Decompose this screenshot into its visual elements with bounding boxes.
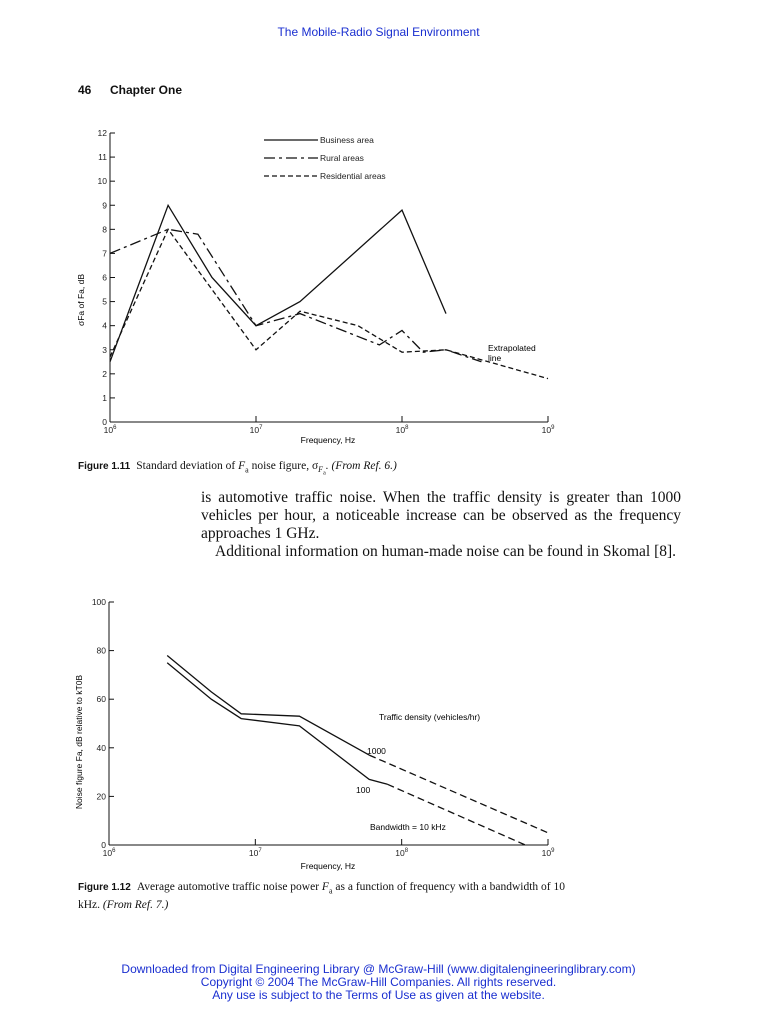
chart2-series [167,656,548,846]
chart1-y-ticks [98,128,115,427]
chart1-annotation-extrapolated: Extrapolated [488,343,536,353]
y-tick-label: 1 [102,392,107,403]
legend-label: Rural areas [320,153,364,163]
chart1-x-axis-label: Frequency, Hz [300,435,356,445]
y-tick-label: 8 [102,224,107,235]
footer-line-1[interactable]: Downloaded from Digital Engineering Library @ McGraw-Hill (www.digitalengineeringlibrary.com) [121,962,636,976]
series-line-2 [110,229,481,361]
y-tick-label: 9 [102,200,107,211]
y-tick-label: 4 [102,320,107,331]
caption2-variable: F [321,881,329,893]
x-tick-label: $10^8$ [395,848,409,858]
chart1-annotation-line: line [488,353,502,363]
caption-variable: F [238,460,246,472]
chart2-legend-title: Traffic density (vehicles/hr) [379,712,481,722]
y-tick-label: 60 [96,694,106,705]
chart2-label-100: 100 [356,785,371,795]
series-line-1 [110,205,446,361]
chart2-y-ticks [92,597,114,850]
x-tick-label: $10^7$ [248,848,262,858]
x-tick-label: $10^7$ [249,425,263,435]
y-tick-label: 6 [102,272,107,283]
body-text [201,489,681,561]
y-tick-label: 100 [91,597,106,607]
footer-line-2: Copyright © 2004 The McGraw-Hill Companies. All rights reserved. [200,975,557,989]
legend-label: Residential areas [320,171,386,181]
paragraph-1: is automotive traffic noise. When the traffic density is greater than 1000 vehicles per hour, a noticeable increase can be observed as the frequency approaches 1 GHz. [201,489,681,542]
caption-reference: . (From Ref. 6.) [325,460,397,472]
x-tick-label: $10^8$ [395,425,409,435]
figure-1-11-chart [60,120,570,455]
x-tick-label: $10^6$ [103,425,117,435]
footer-line-3: Any use is subject to the Terms of Use as given at the website. [212,988,545,1002]
x-tick-label: $10^6$ [102,848,116,858]
caption2-reference: (From Ref. 7.) [100,899,169,912]
caption2-text: Average automotive traffic noise power [136,881,322,893]
page-number: 46 [78,83,92,97]
chart1-y-axis-label: σFa of Fa, dB [76,273,86,327]
caption-subscript-2: a [323,470,326,477]
y-tick-label: 40 [96,742,106,753]
chart1-x-ticks [104,416,555,435]
x-tick-label: $10^9$ [541,425,555,435]
series-line-3 [167,663,387,785]
x-tick-label: $10^9$ [541,848,555,858]
caption-text: Standard deviation of [136,460,239,472]
figure-1-12-chart [60,592,570,876]
y-tick-label: 0 [101,840,106,850]
chart2-y-axis-label: Noise figure Fa, dB relative to kT0B [74,674,84,810]
y-tick-label: 3 [102,344,107,355]
series-line-3 [110,229,548,378]
caption-variable-2: F [318,465,324,475]
y-tick-label: 5 [102,296,107,307]
chart2-annotation-bandwidth: Bandwidth = 10 kHz [370,822,446,832]
chart2-label-1000: 1000 [367,746,386,756]
figure-1-11-caption [78,459,688,481]
running-header: The Mobile-Radio Signal Environment [277,25,480,39]
figure-1-12-label: Figure 1.12 [78,882,131,893]
chart2-x-axis-label: Frequency, Hz [300,861,356,871]
caption2-subscript: a [328,886,333,896]
y-tick-label: 0 [102,417,107,427]
y-tick-label: 80 [96,645,106,656]
y-tick-label: 10 [97,176,107,187]
chart2-axes [109,602,548,845]
y-tick-label: 2 [102,368,107,379]
figure-1-12-caption [78,880,578,912]
chart2-x-ticks [103,839,555,858]
y-tick-label: 12 [97,128,107,138]
caption-subscript: a [245,465,249,475]
paragraph-2: Additional information on human-made noise can be found in Skomal [8]. [215,543,677,560]
download-footer [0,963,757,1002]
chart1-legend [264,135,386,181]
caption-text-mid: noise figure, σ [248,460,319,472]
figure-1-11-label: Figure 1.11 [78,461,131,472]
y-tick-label: 11 [98,152,107,163]
legend-label: Business area [320,135,374,145]
series-line-1 [167,656,369,756]
y-tick-label: 7 [102,248,107,259]
chart1-series [110,205,548,378]
caption2-text-post: as a function of frequency with a bandwidth of 10 kHz. [78,881,566,912]
y-tick-label: 20 [96,791,106,802]
chapter-title: Chapter One [110,83,183,97]
